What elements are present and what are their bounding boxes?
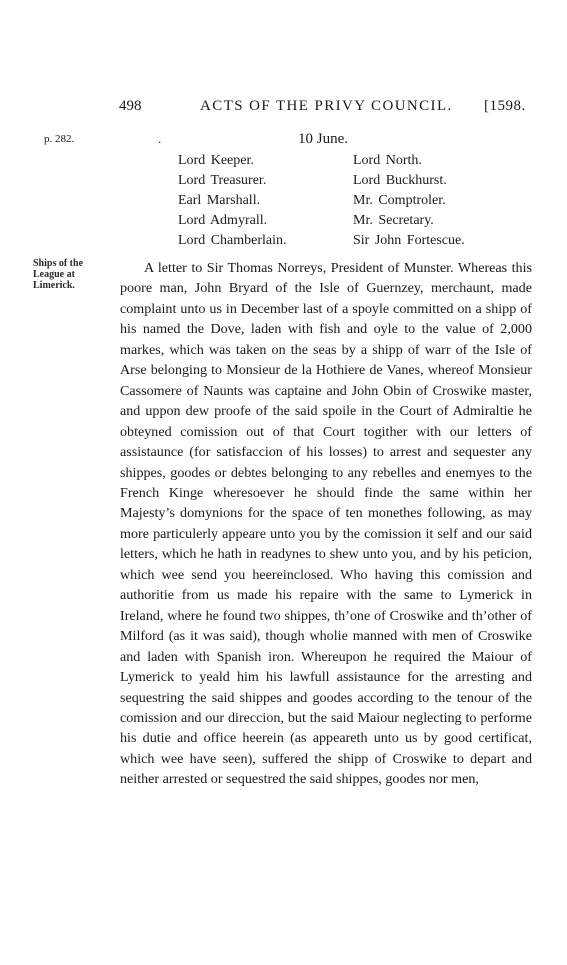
- attendee: Lord Buckhurst.: [353, 173, 447, 188]
- attendance-column-right: [353, 151, 465, 251]
- running-year: [1598.: [484, 98, 526, 114]
- attendee: Sir John Fortescue.: [353, 233, 465, 248]
- running-title: ACTS OF THE PRIVY COUNCIL.: [200, 98, 453, 114]
- page-reference: p. 282.: [44, 133, 75, 145]
- attendee: Mr. Comptroler.: [353, 193, 446, 208]
- attendee: Lord Admyrall.: [178, 213, 268, 228]
- attendee: Mr. Secretary.: [353, 213, 434, 228]
- attendee: Lord Keeper.: [178, 153, 254, 168]
- attendee: Lord Chamberlain.: [178, 233, 287, 248]
- attendee: Earl Marshall.: [178, 193, 261, 208]
- attendee: Lord Treasurer.: [178, 173, 267, 188]
- marginal-note: Ships of the League at Limerick.: [33, 258, 84, 291]
- running-head: [0, 98, 567, 118]
- body-paragraph: A letter to Sir Thomas Norreys, President of Munster. Whereas this poore man, John Bryard of the Isle of Guernzey, merchaunt, made complaint unto us in December last of a spoyle committed on a shipp of his named the Dove, laden with fish and oyle to the value of 2,000 markes, which was taken on the seas by a shipp of warr of the Isle of Arse belonging to Monsieur de la Hothiere de Vanes, whereof Monsieur Cassomere of Naunts was captaine and John Obin of Croswike master, and uppon dew proofe of the said spoile in the Court of Admiraltie he obteyned comission out of that Court togither with our letters of assistaunce (for satisfaccion of his losses) to arrest and sequester any shippes, goodes or debtes belonging to any rebelles and enemyes to the French Kinge wheresoever he should finde the same within her Majesty’s domynions for the space of ten monethes following, as may more particulerly appeare unto you by the comission it self and our said letters, which he hath in readynes to shew unto you, and by his peticion, which wee send you heereinclosed. Who having this comission and authoritie from us made his repaire with the same to Lymerick in Ireland, where he found two shippes, th’one of Croswike and th’other of Milford (as it was said), though wholie manned with men of Croswike and laden with Spanish iron. Whereupon he required the Maiour of Lymerick to yeald him his lawfull assistaunce for the arresting and sequestring the said shippes and goodes according to the tenour of the comission and our direccion, but the said Maiour neglecting to performe his dutie and office heerein (as appeareth unto us by good certificat, which wee have seen), suffered the shipp of Croswike to depart and neither arrested or sequestred the said shippes, goodes nor men,: [120, 260, 532, 788]
- stray-mark: .: [158, 131, 162, 146]
- page-number: 498: [119, 98, 142, 114]
- attendee: Lord North.: [353, 153, 422, 168]
- attendance-column-left: [178, 151, 287, 251]
- meeting-date: 10 June.: [298, 131, 348, 147]
